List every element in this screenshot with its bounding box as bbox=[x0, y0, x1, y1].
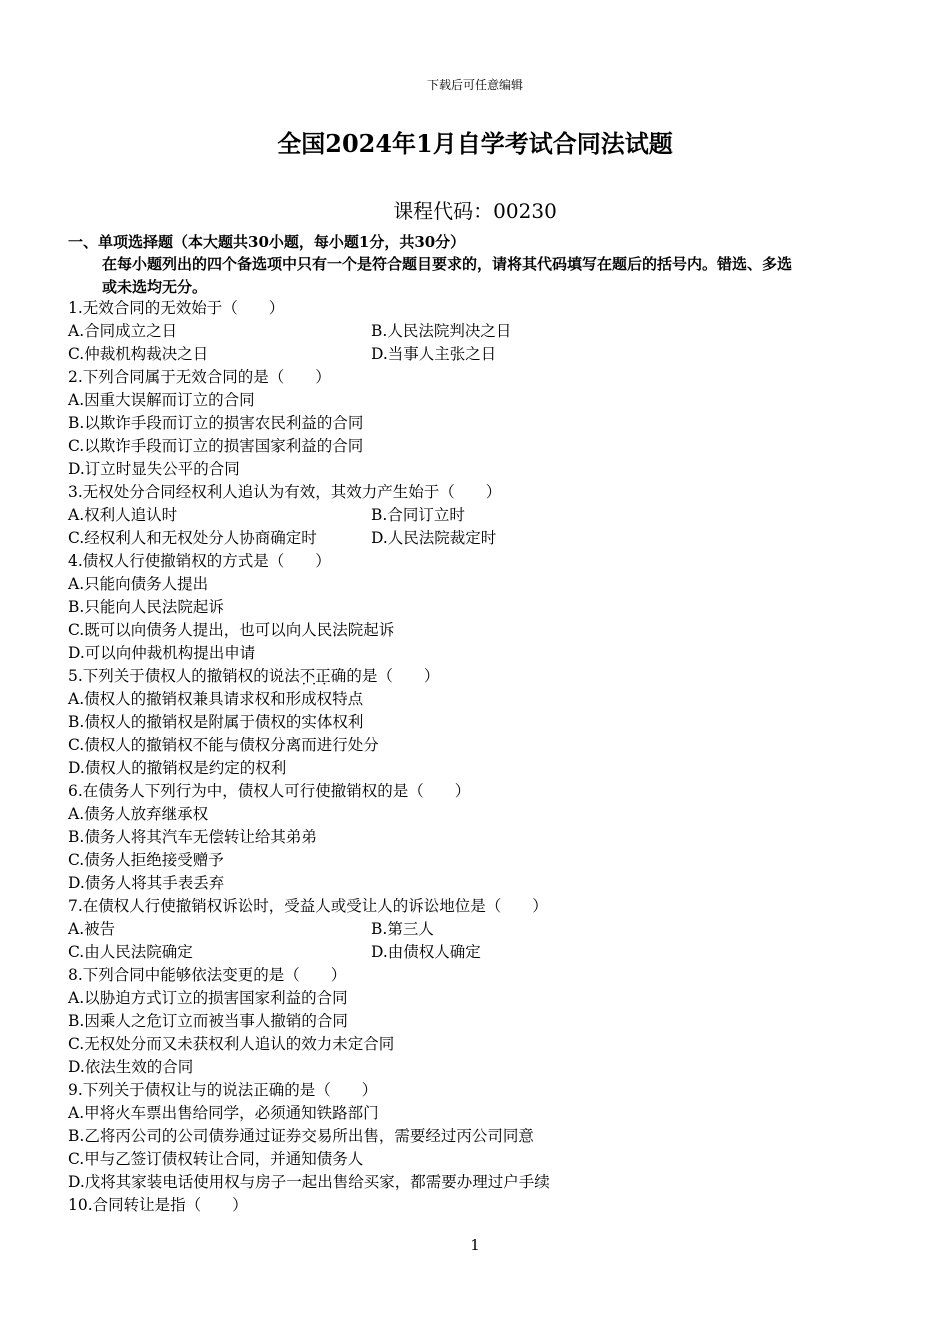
option-a: A.只能向债务人提出 bbox=[68, 575, 209, 593]
option-b: B.因乘人之危订立而被当事人撤销的合同 bbox=[68, 1012, 348, 1030]
question-stem: 10.合同转让是指（ ） bbox=[68, 1196, 248, 1214]
option-c: C.经权利人和无权处分人协商确定时 bbox=[68, 529, 317, 547]
document-title: 全国2024年1月自学考试合同法试题 bbox=[277, 129, 673, 158]
question-list bbox=[68, 297, 888, 1217]
option-c: C.债权人的撤销权不能与债权分离而进行处分 bbox=[68, 736, 379, 754]
option-row bbox=[68, 320, 888, 343]
option-d: D.由债权人确定 bbox=[371, 943, 481, 961]
option-d: D.债务人将其手表丢弃 bbox=[68, 874, 225, 892]
option-a: A.以胁迫方式订立的损害国家利益的合同 bbox=[68, 989, 348, 1007]
option-b: B.乙将丙公司的公司债券通过证券交易所出售，需要经过丙公司同意 bbox=[68, 1127, 534, 1145]
option-b: B.第三人 bbox=[371, 920, 434, 938]
section-instructions-line2: 或未选均无分。 bbox=[102, 278, 208, 296]
option-a: A.因重大误解而订立的合同 bbox=[68, 391, 255, 409]
option-d: D.债权人的撤销权是约定的权利 bbox=[68, 759, 287, 777]
stem-text: 5.下列关于债权人的撤销权的说法 bbox=[68, 667, 300, 685]
section-instructions-line1: 在每小题列出的四个备选项中只有一个是符合题目要求的，请将其代码填写在题后的括号内。错选、多选 bbox=[102, 255, 793, 273]
option-a: A.债务人放弃继承权 bbox=[68, 805, 209, 823]
option-a: A.债权人的撤销权兼具请求权和形成权特点 bbox=[68, 690, 364, 708]
question-stem: 4.债权人行使撤销权的方式是（ ） bbox=[68, 552, 331, 570]
option-c: C.无权处分而又未获权利人追认的效力未定合同 bbox=[68, 1035, 395, 1053]
option-a: A.被告 bbox=[68, 920, 116, 938]
option-d: D.人民法院裁定时 bbox=[371, 529, 497, 547]
option-row bbox=[68, 941, 888, 964]
page-number: 1 bbox=[470, 1236, 480, 1254]
course-code: 课程代码：00230 bbox=[393, 199, 557, 223]
question-stem: 2.下列合同属于无效合同的是（ ） bbox=[68, 368, 331, 386]
option-c: C.甲与乙签订债权转让合同，并通知债务人 bbox=[68, 1150, 364, 1168]
option-b: B.以欺诈手段而订立的损害农民利益的合同 bbox=[68, 414, 364, 432]
option-row bbox=[68, 527, 888, 550]
option-c: C.债务人拒绝接受赠予 bbox=[68, 851, 224, 869]
option-a: A.合同成立之日 bbox=[68, 322, 178, 340]
option-d: D.订立时显失公平的合同 bbox=[68, 460, 240, 478]
option-b: B.人民法院判决之日 bbox=[371, 322, 512, 340]
option-c: C.由人民法院确定 bbox=[68, 943, 193, 961]
header-note: 下载后可任意编辑 bbox=[426, 78, 523, 92]
option-row bbox=[68, 918, 888, 941]
option-a: A.甲将火车票出售给同学，必须通知铁路部门 bbox=[68, 1104, 379, 1122]
option-d: D.依法生效的合同 bbox=[68, 1058, 194, 1076]
question-stem: 1.无效合同的无效始于（ ） bbox=[68, 299, 285, 317]
question-stem: 9.下列关于债权让与的说法正确的是（ ） bbox=[68, 1081, 378, 1099]
section-title: 一、单项选择题（本大题共30小题，每小题1分，共30分） bbox=[68, 233, 466, 251]
question-stem: 7.在债权人行使撤销权诉讼时，受益人或受让人的诉讼地位是（ ） bbox=[68, 897, 548, 915]
option-b: B.只能向人民法院起诉 bbox=[68, 598, 224, 616]
question-stem bbox=[68, 665, 888, 688]
option-c: C.仲裁机构裁决之日 bbox=[68, 345, 209, 363]
question-stem: 8.下列合同中能够依法变更的是（ ） bbox=[68, 966, 347, 984]
option-d: D.当事人主张之日 bbox=[371, 345, 497, 363]
question-stem: 6.在债务人下列行为中，债权人可行使撤销权的是（ ） bbox=[68, 782, 471, 800]
option-row bbox=[68, 504, 888, 527]
option-b: B.债权人的撤销权是附属于债权的实体权利 bbox=[68, 713, 364, 731]
option-c: C.既可以向债务人提出，也可以向人民法院起诉 bbox=[68, 621, 395, 639]
option-b: B.债务人将其汽车无偿转让给其弟弟 bbox=[68, 828, 317, 846]
option-d: D.戊将其家装电话使用权与房子一起出售给买家，都需要办理过户手续 bbox=[68, 1173, 550, 1191]
question-stem: 3.无权处分合同经权利人追认为有效，其效力产生始于（ ） bbox=[68, 483, 502, 501]
option-b: B.合同订立时 bbox=[371, 506, 465, 524]
emphasis-mark: 不正确 · · · bbox=[300, 667, 347, 685]
option-row bbox=[68, 343, 888, 366]
option-c: C.以欺诈手段而订立的损害国家利益的合同 bbox=[68, 437, 364, 455]
option-a: A.权利人追认时 bbox=[68, 506, 178, 524]
section-header bbox=[68, 231, 888, 299]
stem-text: 的是（ ） bbox=[346, 667, 440, 685]
option-d: D.可以向仲裁机构提出申请 bbox=[68, 644, 256, 662]
